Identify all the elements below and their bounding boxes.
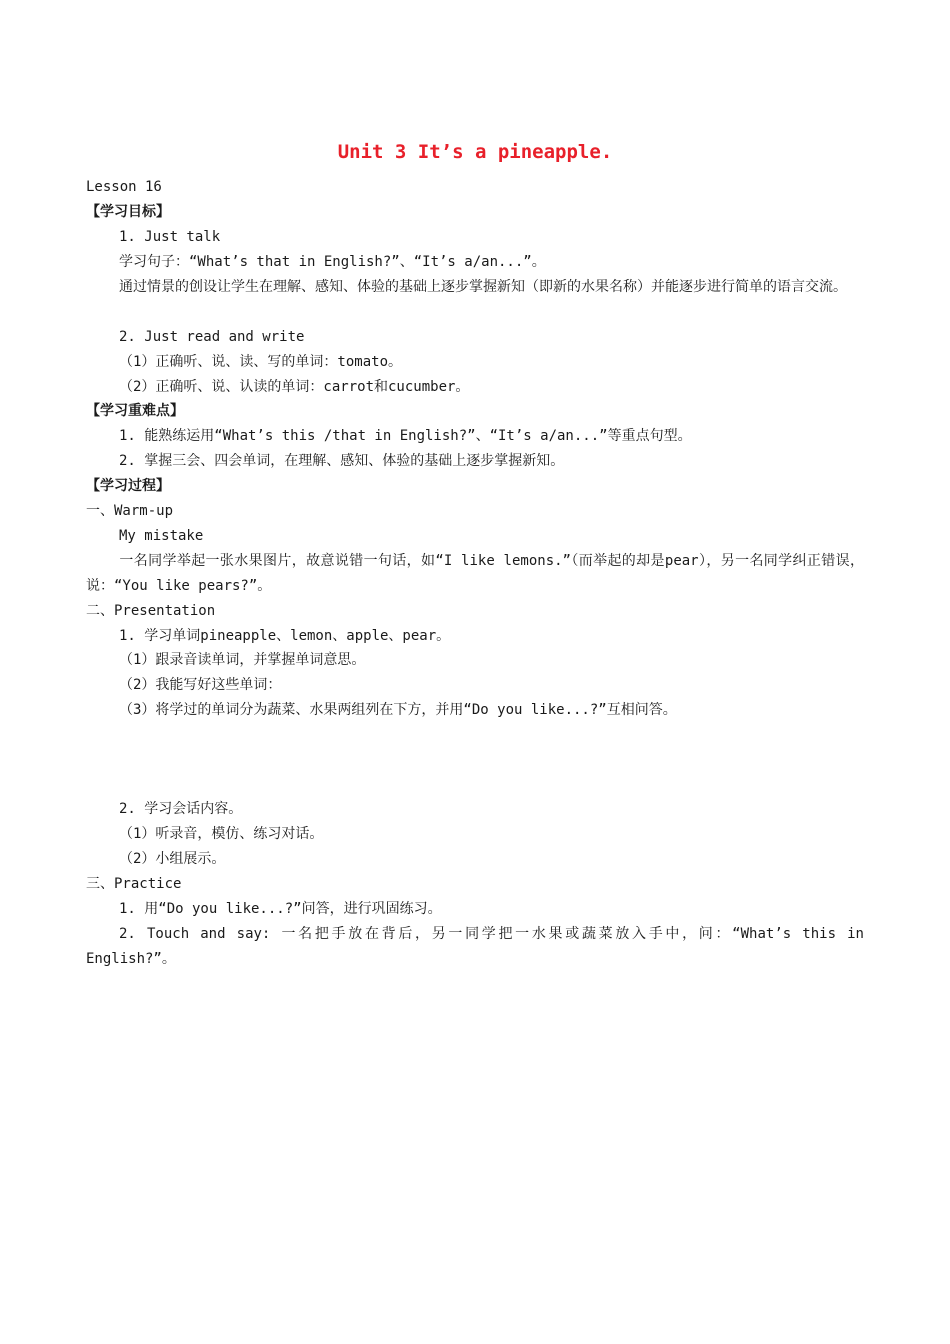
process-heading: 【学习过程】 <box>86 478 170 494</box>
practice-item-2 <box>86 922 864 972</box>
presentation-item-1a: （1）跟录音读单词，并掌握单词意思。 <box>119 652 366 668</box>
presentation-heading: 二、Presentation <box>86 603 216 619</box>
warmup-paragraph-text: 一名同学举起一张水果图片，故意说错一句话，如“I like lemons.”（而举起的却是pear），另一名同学纠正错误，说：“You like pears?”。 <box>86 553 864 594</box>
presentation-item-2a: （1）听录音，模仿、练习对话。 <box>119 826 324 842</box>
practice-heading: 三、Practice <box>86 876 182 892</box>
presentation-item-1c: （3）将学过的单词分为蔬菜、水果两组列在下方，并用“Do you like...?”互相问答。 <box>119 702 677 718</box>
key-points-item-1: 1. 能熟练运用“What’s this /that in English?”、“It’s a/an...”等重点句型。 <box>119 428 692 444</box>
presentation-item-1: 1. 学习单词pineapple、lemon、apple、pear。 <box>119 628 451 644</box>
goals-item-2: 2. Just read and write <box>119 329 305 345</box>
goals-item-2a: （1）正确听、说、读、写的单词：tomato。 <box>119 354 402 370</box>
warmup-title: My mistake <box>119 528 204 544</box>
presentation-item-2b: （2）小组展示。 <box>119 851 226 867</box>
goals-item-1-paragraph <box>86 275 864 300</box>
practice-item-1: 1. 用“Do you like...?”问答，进行巩固练习。 <box>119 901 442 917</box>
presentation-item-2: 2. 学习会话内容。 <box>119 801 243 817</box>
goals-item-1: 1. Just talk <box>119 229 221 245</box>
lesson-label: Lesson 16 <box>86 179 162 195</box>
goals-item-1-paragraph-text: 通过情景的创设让学生在理解、感知、体验的基础上逐步掌握新知（即新的水果名称）并能逐步进行简单的语言交流。 <box>119 279 847 295</box>
practice-item-2-text: 2. Touch and say: 一名把手放在背后，另一同学把一水果或蔬菜放入手中，问：“What’s this in English?”。 <box>86 926 864 967</box>
warmup-paragraph <box>86 549 864 599</box>
goals-item-1-text: 学习句子：“What’s that in English?”、“It’s a/an...”。 <box>119 254 546 270</box>
document-title: Unit 3 It’s a pineapple. <box>337 141 613 163</box>
key-points-item-2: 2. 掌握三会、四会单词，在理解、感知、体验的基础上逐步掌握新知。 <box>119 453 565 469</box>
goals-heading: 【学习目标】 <box>86 204 170 220</box>
goals-item-2b: （2）正确听、说、认读的单词：carrot和cucumber。 <box>119 379 470 395</box>
key-points-heading: 【学习重难点】 <box>86 403 184 419</box>
warmup-heading: 一、Warm-up <box>86 503 174 519</box>
presentation-item-1b: （2）我能写好这些单词： <box>119 677 282 693</box>
